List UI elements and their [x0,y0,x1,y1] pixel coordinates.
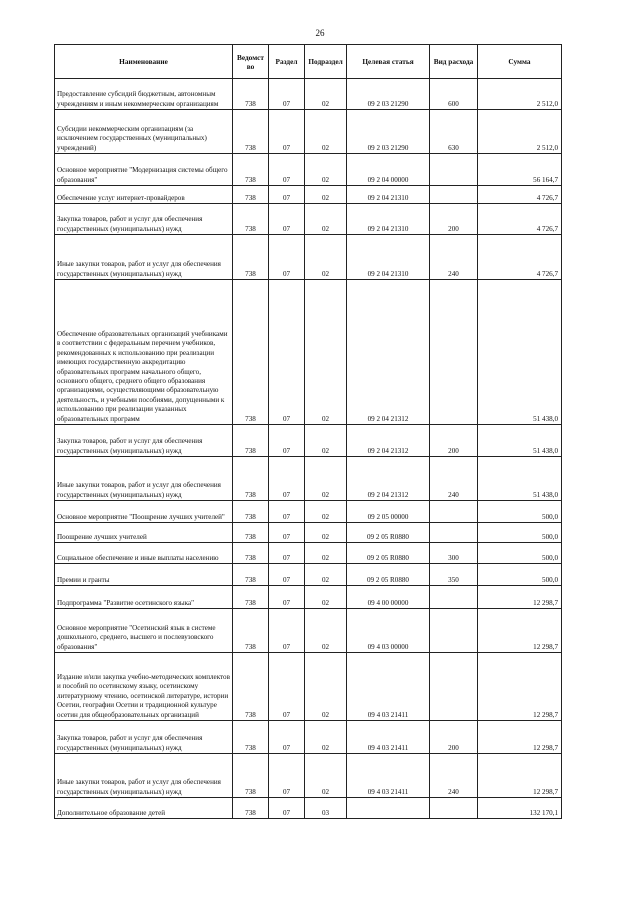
cell-section: 07 [269,204,305,235]
cell-section: 07 [269,425,305,457]
cell-subsection: 02 [305,564,347,586]
cell-subsection: 02 [305,457,347,501]
cell-subsection: 03 [305,798,347,819]
cell-name: Основное мероприятие "Модернизация системы общего образования" [55,154,233,186]
table-row [55,186,562,204]
cell-subsection: 02 [305,154,347,186]
cell-sum: 500,0 [478,501,562,523]
cell-name: Закупка товаров, работ и услуг для обеспечения государственных (муниципальных) нужд [55,721,233,754]
cell-sum: 2 512,0 [478,110,562,154]
cell-sum: 12 298,7 [478,609,562,653]
cell-sum: 500,0 [478,523,562,543]
cell-subsection: 02 [305,79,347,110]
cell-expense-type: 200 [430,425,478,457]
cell-dept: 738 [233,798,269,819]
cell-subsection: 02 [305,653,347,721]
table-row [55,110,562,154]
cell-dept: 738 [233,754,269,798]
cell-sum: 4 726,7 [478,204,562,235]
cell-subsection: 02 [305,523,347,543]
table-row [55,586,562,609]
cell-target: 09 4 03 21411 [347,653,430,721]
cell-sum: 2 512,0 [478,79,562,110]
cell-expense-type: 240 [430,457,478,501]
cell-expense-type: 630 [430,110,478,154]
cell-dept: 738 [233,653,269,721]
cell-sum: 4 726,7 [478,186,562,204]
cell-subsection: 02 [305,754,347,798]
cell-section: 07 [269,235,305,280]
cell-name: Поощрение лучших учителей [55,523,233,543]
cell-expense-type [430,154,478,186]
header-name: Наименование [55,45,233,79]
cell-name: Закупка товаров, работ и услуг для обеспечения государственных (муниципальных) нужд [55,204,233,235]
cell-sum: 51 438,0 [478,280,562,425]
cell-subsection: 02 [305,586,347,609]
cell-subsection: 02 [305,501,347,523]
cell-dept: 738 [233,204,269,235]
cell-target: 09 2 04 21310 [347,204,430,235]
cell-target [347,798,430,819]
cell-expense-type [430,798,478,819]
cell-subsection: 02 [305,110,347,154]
table-row [55,798,562,819]
cell-section: 07 [269,523,305,543]
header-target: Целевая статья [347,45,430,79]
cell-section: 07 [269,280,305,425]
cell-name: Субсидии некоммерческим организациям (за исключением государственных (муниципальных) учреждений) [55,110,233,154]
cell-target: 09 4 03 21411 [347,721,430,754]
cell-dept: 738 [233,564,269,586]
cell-subsection: 02 [305,204,347,235]
cell-sum: 51 438,0 [478,425,562,457]
cell-sum: 4 726,7 [478,235,562,280]
cell-target: 09 2 04 00000 [347,154,430,186]
cell-dept: 738 [233,586,269,609]
cell-subsection: 02 [305,235,347,280]
cell-expense-type: 350 [430,564,478,586]
cell-expense-type [430,523,478,543]
table-row [55,204,562,235]
cell-sum: 51 438,0 [478,457,562,501]
table-row [55,457,562,501]
cell-sum: 132 170,1 [478,798,562,819]
cell-sum: 56 164,7 [478,154,562,186]
table-row [55,523,562,543]
budget-table [54,44,562,819]
table-row [55,154,562,186]
cell-expense-type: 300 [430,543,478,564]
cell-target: 09 2 03 21290 [347,110,430,154]
cell-expense-type: 600 [430,79,478,110]
cell-target: 09 2 03 21290 [347,79,430,110]
table-row [55,543,562,564]
cell-dept: 738 [233,79,269,110]
cell-expense-type [430,653,478,721]
cell-name: Предоставление субсидий бюджетным, автономным учреждениям и иным некоммерческим организациям [55,79,233,110]
table-row [55,564,562,586]
header-dept: Ведомст во [233,45,269,79]
cell-expense-type: 240 [430,754,478,798]
cell-section: 07 [269,543,305,564]
cell-subsection: 02 [305,609,347,653]
cell-subsection: 02 [305,543,347,564]
cell-section: 07 [269,653,305,721]
cell-expense-type [430,186,478,204]
cell-expense-type [430,586,478,609]
cell-sum: 12 298,7 [478,754,562,798]
header-section: Раздел [269,45,305,79]
cell-name: Обеспечение образовательных организаций учебниками в соответствии с федеральным перечнем учебников, рекомендованных к использованию при реализации имеющих государственную аккредитацию образовательных программ начального общего, основного общего, среднего общего образования организациями, осуществляющими образовательную деятельность, и учебными пособиями, допущенными к использованию при реализации указанных образовательных программ [55,280,233,425]
cell-name: Иные закупки товаров, работ и услуг для обеспечения государственных (муниципальных) нужд [55,457,233,501]
cell-target: 09 2 05 R0880 [347,523,430,543]
cell-section: 07 [269,754,305,798]
cell-sum: 500,0 [478,564,562,586]
table-row [55,754,562,798]
cell-section: 07 [269,798,305,819]
cell-subsection: 02 [305,186,347,204]
cell-subsection: 02 [305,425,347,457]
cell-name: Иные закупки товаров, работ и услуг для обеспечения государственных (муниципальных) нужд [55,235,233,280]
cell-dept: 738 [233,235,269,280]
cell-name: Основное мероприятие "Осетинский язык в системе дошкольного, среднего, высшего и послевузовского образования" [55,609,233,653]
table-row [55,609,562,653]
cell-dept: 738 [233,186,269,204]
cell-dept: 738 [233,110,269,154]
cell-section: 07 [269,721,305,754]
header-sum: Сумма [478,45,562,79]
table-row [55,280,562,425]
cell-target: 09 2 04 21310 [347,186,430,204]
cell-target: 09 2 05 00000 [347,501,430,523]
cell-name: Иные закупки товаров, работ и услуг для обеспечения государственных (муниципальных) нужд [55,754,233,798]
table-row [55,721,562,754]
cell-dept: 738 [233,523,269,543]
cell-target: 09 4 03 21411 [347,754,430,798]
cell-section: 07 [269,586,305,609]
cell-expense-type: 200 [430,721,478,754]
cell-subsection: 02 [305,721,347,754]
cell-section: 07 [269,609,305,653]
cell-dept: 738 [233,457,269,501]
cell-subsection: 02 [305,280,347,425]
cell-target: 09 2 04 21312 [347,280,430,425]
cell-section: 07 [269,79,305,110]
cell-expense-type: 240 [430,235,478,280]
cell-name: Дополнительное образование детей [55,798,233,819]
cell-dept: 738 [233,721,269,754]
cell-target: 09 2 04 21310 [347,235,430,280]
table-row [55,653,562,721]
cell-name: Социальное обеспечение и иные выплаты населению [55,543,233,564]
cell-target: 09 2 04 21312 [347,425,430,457]
cell-name: Основное мероприятие "Поощрение лучших учителей" [55,501,233,523]
cell-target: 09 2 04 21312 [347,457,430,501]
cell-name: Издание и/или закупка учебно-методических комплектов и пособий по осетинскому языку, осетинскому литературному чтению, осетинской литературе, истории Осетии, географии Осетии и традиционной культуре осетин для общеобразовательных организаций [55,653,233,721]
cell-dept: 738 [233,609,269,653]
cell-target: 09 4 00 00000 [347,586,430,609]
cell-name: Закупка товаров, работ и услуг для обеспечения государственных (муниципальных) нужд [55,425,233,457]
cell-dept: 738 [233,280,269,425]
table-row [55,501,562,523]
cell-dept: 738 [233,154,269,186]
cell-expense-type [430,280,478,425]
cell-expense-type [430,501,478,523]
table-row [55,79,562,110]
cell-target: 09 2 05 R0880 [347,564,430,586]
cell-section: 07 [269,186,305,204]
cell-expense-type: 200 [430,204,478,235]
cell-target: 09 2 05 R0880 [347,543,430,564]
cell-section: 07 [269,457,305,501]
cell-target: 09 4 03 00000 [347,609,430,653]
cell-sum: 500,0 [478,543,562,564]
cell-section: 07 [269,110,305,154]
cell-section: 07 [269,501,305,523]
cell-dept: 738 [233,543,269,564]
table-header-row [55,45,562,79]
cell-section: 07 [269,564,305,586]
header-subsection: Подраздел [305,45,347,79]
cell-name: Обеспечение услуг интернет-провайдеров [55,186,233,204]
cell-expense-type [430,609,478,653]
page-number: 26 [315,28,325,38]
table-row [55,425,562,457]
cell-sum: 12 298,7 [478,586,562,609]
cell-name: Подпрограмма "Развитие осетинского языка" [55,586,233,609]
cell-dept: 738 [233,501,269,523]
cell-name: Премии и гранты [55,564,233,586]
table-row [55,235,562,280]
cell-sum: 12 298,7 [478,653,562,721]
cell-dept: 738 [233,425,269,457]
cell-sum: 12 298,7 [478,721,562,754]
header-expense-type: Вид расхода [430,45,478,79]
cell-section: 07 [269,154,305,186]
